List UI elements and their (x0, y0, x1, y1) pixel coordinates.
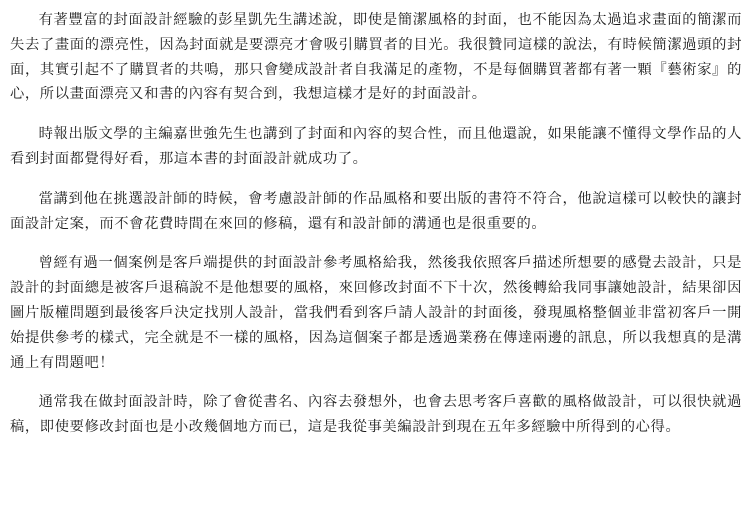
document-body (10, 8, 742, 455)
paragraph-3: 當講到他在挑選設計師的時候，會考慮設計師的作品風格和要出版的書符不符合，他說這樣可以較快的讓封面設計定案，而不會花費時間在來回的修稿，還有和設計師的溝通也是很重要的。 (10, 190, 742, 232)
paragraph-4: 曾經有過一個案例是客戶端提供的封面設計參考風格給我，然後我依照客戶描述所想要的感覺去設計，只是設計的封面總是被客戶退稿說不是他想要的風格，來回修改封面不下十次，然後轉給我同事讓她設計，結果卻因圖片版權問題到最後客戶決定找別人設計，當我們看到客戶請人設計的封面後，發現風格整個並非當初客戶一開始提供參考的樣式，完全就是不一樣的風格，因為這個案子都是透過業務在傳達兩邊的訊息，所以我想真的是溝通上有問題吧！ (10, 255, 742, 371)
paragraph-1: 有著豐富的封面設計經驗的彭星凱先生講述說，即使是簡潔風格的封面，也不能因為太過追求畫面的簡潔而失去了畫面的漂亮性，因為封面就是要漂亮才會吸引購買者的目光。我很贊同這樣的說法，有時候簡潔過頭的封面，其實引起不了購買者的共鳴，那只會變成設計者自我滿足的產物，不是每個購買著都有著一顆『藝術家』的心，所以畫面漂亮又和書的內容有契合到，我想這樣才是好的封面設計。 (10, 12, 742, 103)
paragraph-5: 通常我在做封面設計時，除了會從書名、內容去發想外，也會去思考客戶喜歡的風格做設計，可以很快就過稿，即使要修改封面也是小改幾個地方而已，這是我從事美編設計到現在五年多經驗中所得到的心得。 (10, 394, 742, 436)
paragraph-2: 時報出版文學的主編嘉世強先生也講到了封面和內容的契合性，而且他還說，如果能讓不懂得文學作品的人看到封面都覺得好看，那這本書的封面設計就成功了。 (10, 126, 742, 167)
